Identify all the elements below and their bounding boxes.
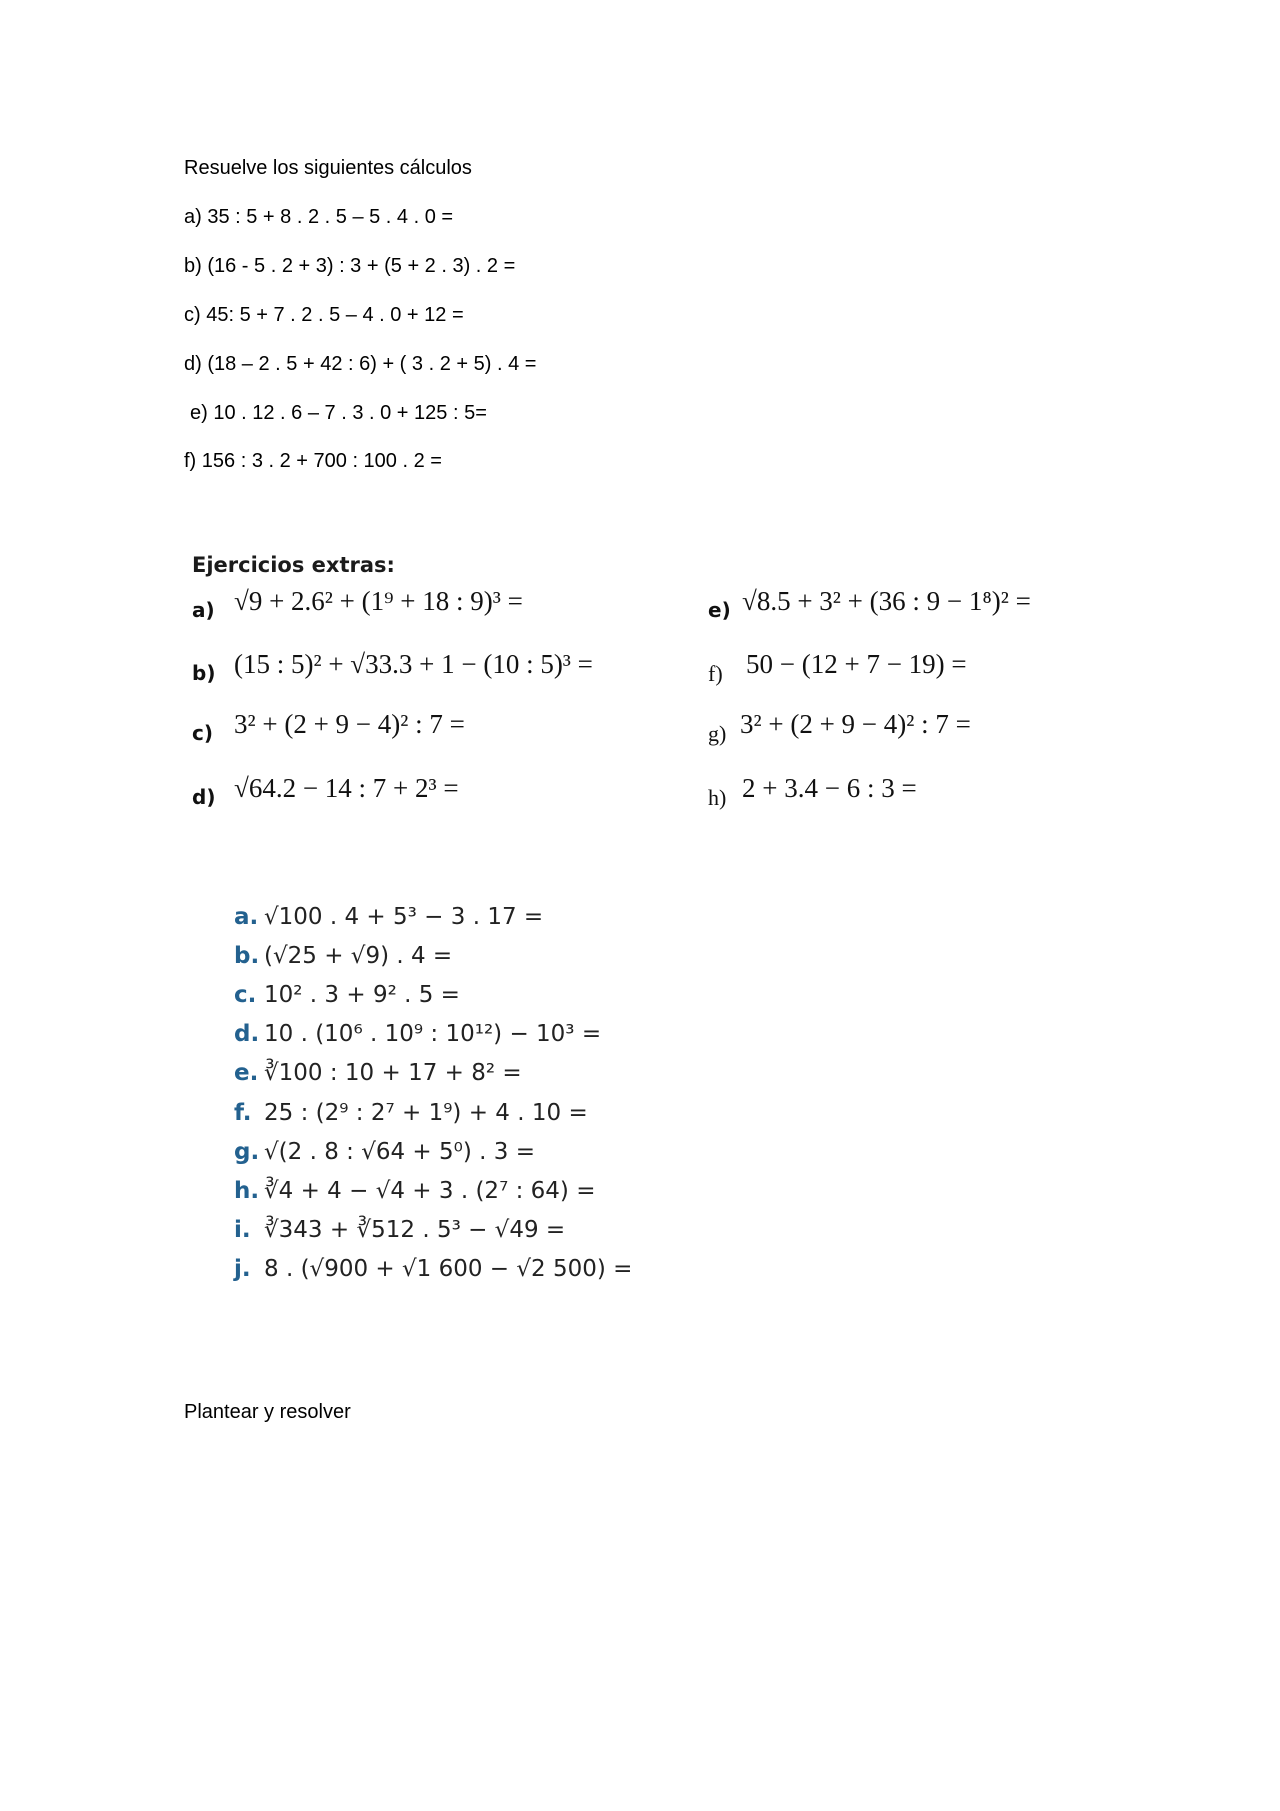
block3-expression: ∛4 + 4 − √4 + 3 . (2⁷ : 64) = (264, 1178, 596, 1204)
block3-expression: √(2 . 8 : √64 + 5⁰) . 3 = (264, 1139, 535, 1165)
block3-expression: √100 . 4 + 5³ − 3 . 17 = (264, 904, 544, 930)
block3-label: f. (234, 1100, 252, 1126)
exercise-b: b) (16 - 5 . 2 + 3) : 3 + (5 + 2 . 3) . 2 = (184, 255, 516, 277)
extra-label: b) (192, 661, 216, 685)
block3-label: j. (234, 1256, 251, 1282)
block3-label: a. (234, 904, 259, 930)
block3-expression: 10 . (10⁶ . 10⁹ : 10¹²) − 10³ = (264, 1021, 602, 1047)
block3-label: h. (234, 1178, 260, 1204)
extra-label: a) (192, 598, 215, 622)
block3-expression: ∛343 + ∛512 . 5³ − √49 = (264, 1217, 566, 1243)
block3-label: c. (234, 982, 257, 1008)
extra-expression: (15 : 5)² + √33.3 + 1 − (10 : 5)³ = (234, 649, 593, 679)
block3-label: g. (234, 1139, 260, 1165)
block3-expression: 10² . 3 + 9² . 5 = (264, 982, 460, 1008)
extra-expression: √9 + 2.6² + (1⁹ + 18 : 9)³ = (234, 586, 523, 616)
extra-expression: √64.2 − 14 : 7 + 2³ = (234, 773, 459, 803)
extra-label: c) (192, 721, 213, 745)
extra-expression: 3² + (2 + 9 − 4)² : 7 = (234, 709, 465, 739)
block3-expression: 25 : (2⁹ : 2⁷ + 1⁹) + 4 . 10 = (264, 1100, 588, 1126)
block3-label: b. (234, 943, 260, 969)
block3-label: i. (234, 1217, 251, 1243)
exercise-f: f) 156 : 3 . 2 + 700 : 100 . 2 = (184, 450, 442, 472)
extra-label: g) (708, 721, 727, 746)
extra-expression: √8.5 + 3² + (36 : 9 − 1⁸)² = (742, 586, 1031, 616)
extra-expression: 2 + 3.4 − 6 : 3 = (742, 773, 917, 803)
block3-label: e. (234, 1060, 259, 1086)
extras-title: Ejercicios extras: (192, 553, 395, 577)
block3-label: d. (234, 1021, 260, 1047)
exercise-d: d) (18 – 2 . 5 + 42 : 6) + ( 3 . 2 + 5) . 4 = (184, 353, 537, 375)
exercise-a: a) 35 : 5 + 8 . 2 . 5 – 5 . 4 . 0 = (184, 206, 454, 228)
block3-expression: 8 . (√900 + √1 600 − √2 500) = (264, 1256, 633, 1282)
extra-label: h) (708, 785, 727, 810)
section-title-plantear: Plantear y resolver (184, 1401, 351, 1423)
block3-expression: ∛100 : 10 + 17 + 8² = (264, 1060, 522, 1086)
exercise-c: c) 45: 5 + 7 . 2 . 5 – 4 . 0 + 12 = (184, 304, 464, 326)
extra-expression: 3² + (2 + 9 − 4)² : 7 = (740, 709, 971, 739)
exercise-e: e) 10 . 12 . 6 – 7 . 3 . 0 + 125 : 5= (190, 402, 487, 424)
block3-expression: (√25 + √9) . 4 = (264, 943, 453, 969)
extra-label: d) (192, 785, 216, 809)
extra-label: e) (708, 598, 731, 622)
extra-expression: 50 − (12 + 7 − 19) = (746, 649, 967, 679)
extra-label: f) (708, 661, 723, 686)
section-title-resuelve: Resuelve los siguientes cálculos (184, 157, 472, 179)
